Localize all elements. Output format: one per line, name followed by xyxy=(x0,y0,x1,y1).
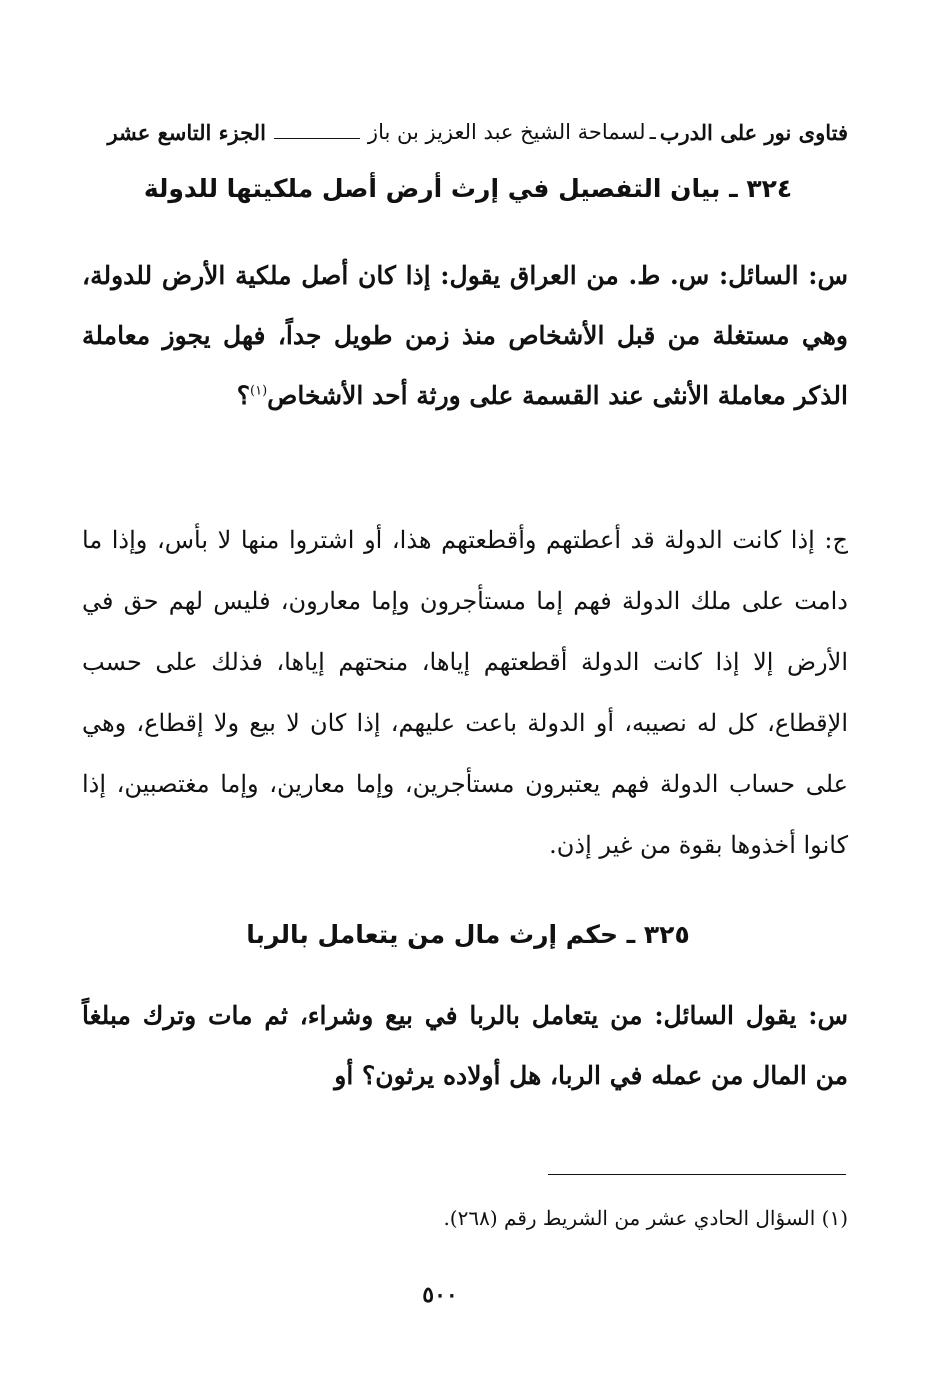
question-324-end: ؟ xyxy=(236,381,251,410)
header-separator: ـ xyxy=(649,120,656,144)
section-heading-325: ٣٢٥ ـ حكم إرث مال من يتعامل بالربا xyxy=(246,920,690,949)
answer-324: ج: إذا كانت الدولة قد أعطتهم وأقطعتهم هذا، أو اشتروا منها لا بأس، وإذا ما دامت على ملك الدولة فهم إما مستأجرون وإما معارون، فليس لهم حق في الأرض إلا إذا كانت الدولة أقطعتهم إياها، منحتهم إياها، فذلك على حسب الإقطاع، كل له نصيبه، أو الدولة باعت عليهم، إذا كان لا بيع ولا إقطاع، وهي على حساب الدولة فهم يعتبرون مستأجرين، وإما معارين، وإما مغتصبين، إذا كانوا أخذوها بقوة من غير إذن. xyxy=(82,526,848,859)
page-number: ٥٠٠ xyxy=(422,1282,458,1308)
book-author: لسماحة الشيخ عبد العزيز بن باز xyxy=(367,120,646,144)
section-heading-324: ٣٢٤ ـ بيان التفصيل في إرث أرض أصل ملكيتها للدولة xyxy=(143,174,793,203)
volume-part: الجزء التاسع عشر xyxy=(107,119,266,145)
question-324 xyxy=(82,246,848,426)
footnote-rule xyxy=(548,1174,846,1175)
footnote-reference: (١) xyxy=(250,383,268,399)
footnote: (١) السؤال الحادي عشر من الشريط رقم (٢٦٨). xyxy=(443,1206,848,1230)
question-324-text: س: السائل: س. ط. من العراق يقول: إذا كان أصل ملكية الأرض للدولة، وهي مستغلة من قبل الأشخاص منذ زمن طويل جداً، فهل يجوز معاملة الذكر معاملة الأنثى عند القسمة على ورثة أحد الأشخاص xyxy=(82,261,848,410)
question-325: س: يقول السائل: من يتعامل بالربا في بيع وشراء، ثم مات وترك مبلغاً من المال من عمله في الربا، هل أولاده يرثون؟ أو xyxy=(82,1001,848,1090)
running-header xyxy=(88,112,848,152)
book-title: فتاوى نور على الدرب xyxy=(659,119,848,145)
header-rule xyxy=(274,138,360,139)
